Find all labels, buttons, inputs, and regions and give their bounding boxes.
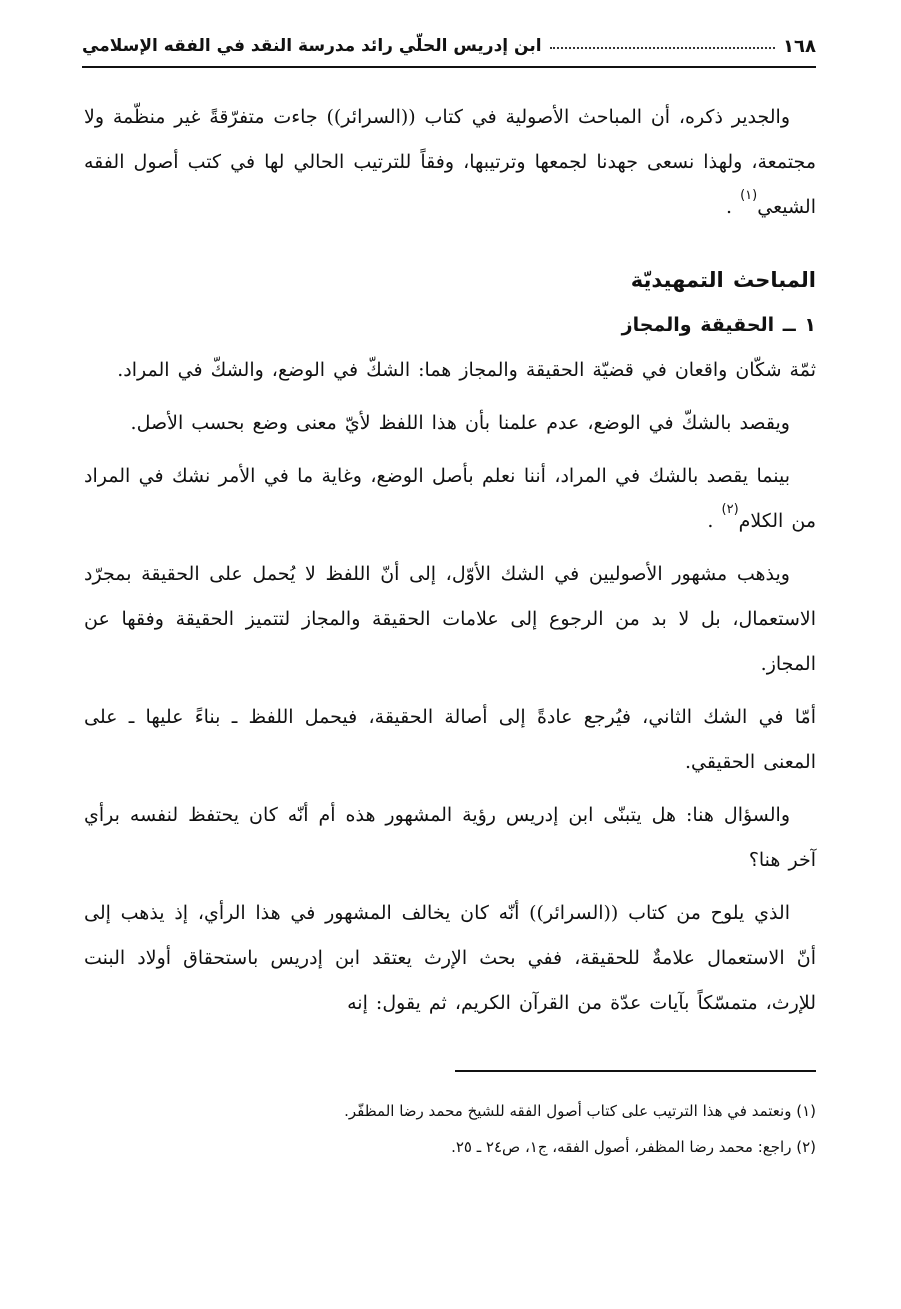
main-body [84, 258, 816, 1026]
section-heading: المباحث التمهيديّة [630, 268, 816, 292]
paragraph-3 [84, 454, 816, 544]
running-title: ابن إدريس الحلّي رائد مدرسة النقد في الفقه الإسلامي [82, 36, 542, 56]
running-header [82, 30, 816, 62]
intro-text: والجدير ذكره، أن المباحث الأصولية في كتاب ((السرائر)) جاءت متفرّقةً غير منظّمة ولا مجتمعة، ولهذا نسعى جهدنا لجمعها وترتيبها، وفقاً للترتيب الحالي لها في كتب أصول الفقه الشيعي [84, 106, 816, 218]
page-number: ١٦٨ [783, 35, 816, 57]
header-dot-leader [550, 47, 775, 49]
footnote-2: (٢) راجع: محمد رضا المظفر، أصول الفقه، ج١، ص٢٤ ـ ٢٥. [451, 1138, 816, 1156]
paragraph-3-text: بينما يقصد بالشك في المراد، أننا نعلم بأصل الوضع، وغاية ما في الأمر نشك في المراد من الكلام [84, 465, 816, 532]
paragraph-4: ويذهب مشهور الأصوليين في الشك الأوّل، إلى أنّ اللفظ لا يُحمل على الحقيقة بمجرّد الاستعمال، بل لا بد من الرجوع إلى علامات الحقيقة والمجاز لتتميز الحقيقة وفقها عن المجاز. [84, 563, 816, 675]
footnote-ref-2: (٢) [721, 502, 739, 517]
footnote-ref-1: (١) [740, 188, 758, 203]
paragraph-1: ثمّة شكّان واقعان في قضيّة الحقيقة والمجاز هما: الشكّ في الوضع، والشكّ في المراد. [117, 359, 816, 381]
intro-block [84, 95, 816, 230]
footnote-separator [455, 1070, 816, 1072]
footnote-1: (١) ونعتمد في هذا الترتيب على كتاب أصول الفقه للشيخ محمد رضا المظفّر. [344, 1102, 816, 1120]
footnotes [84, 1093, 816, 1165]
header-rule [82, 66, 816, 68]
intro-paragraph [84, 95, 816, 230]
intro-end: . [726, 196, 733, 218]
paragraph-6: والسؤال هنا: هل يتبنّى ابن إدريس رؤية المشهور هذه أم أنّه كان يحتفظ لنفسه برأي آخر هنا؟ [84, 804, 816, 871]
paragraph-5: أمّا في الشك الثاني، فيُرجع عادةً إلى أصالة الحقيقة، فيحمل اللفظ ـ بناءً عليها ـ على المعنى الحقيقي. [84, 706, 816, 773]
paragraph-2: ويقصد بالشكّ في الوضع، عدم علمنا بأن هذا اللفظ لأيّ معنى وضع بحسب الأصل. [130, 412, 790, 434]
paragraph-3-end: . [707, 510, 714, 532]
paragraph-7: الذي يلوح من كتاب ((السرائر)) أنّه كان يخالف المشهور في هذا الرأي، إذ يذهب إلى أنّ الاستعمال علامةٌ للحقيقة، ففي بحث الإرث يعتقد ابن إدريس باستحقاق أولاد البنت للإرث، متمسّكاً بآيات عدّة من القرآن الكريم، ثم يقول: إنه [84, 902, 816, 1014]
subsection-heading: ١ ــ الحقيقة والمجاز [621, 314, 816, 336]
